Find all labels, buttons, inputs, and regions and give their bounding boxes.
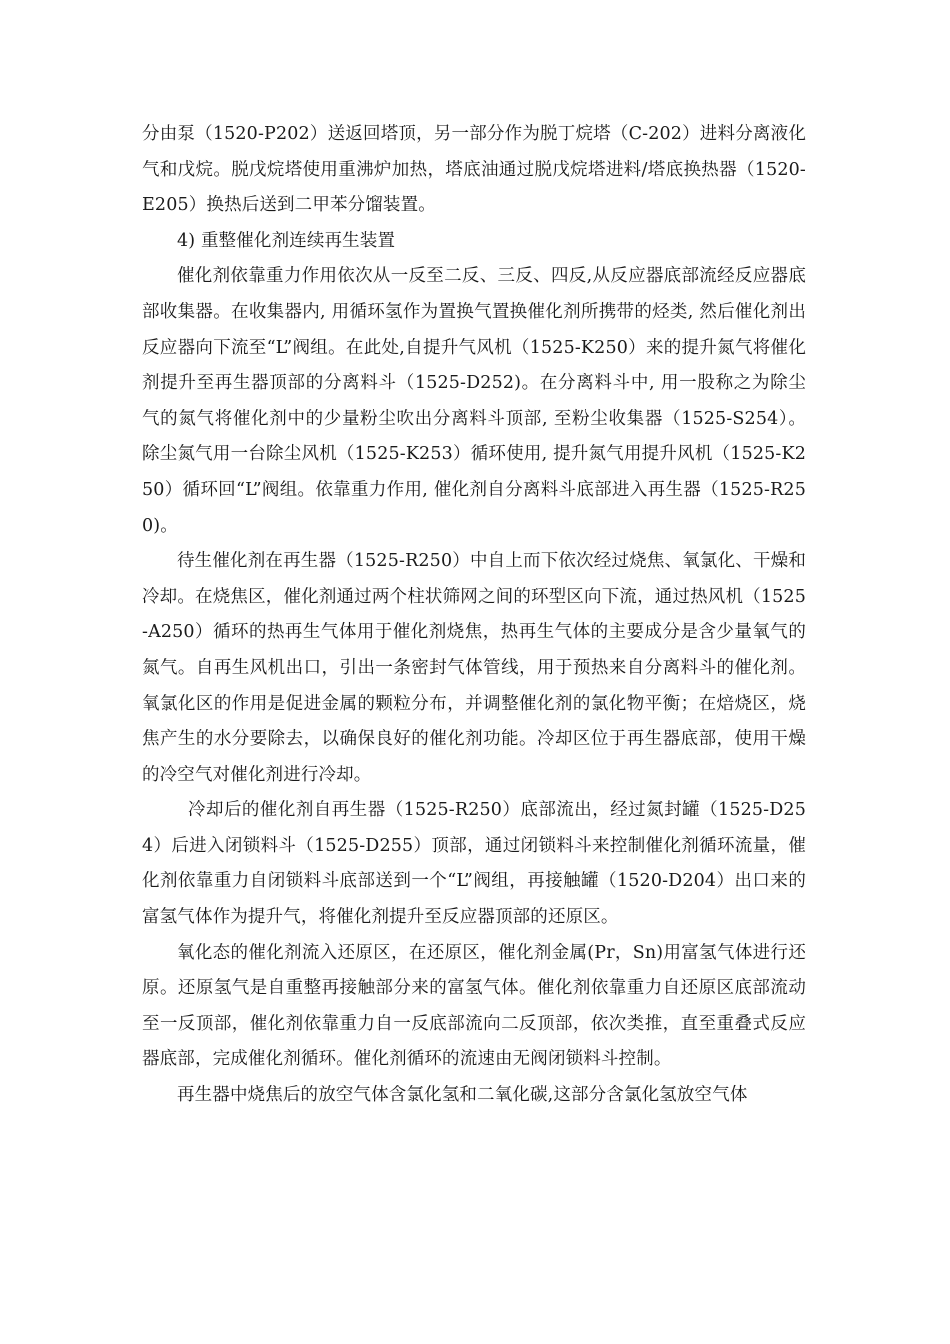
section-heading: 4) 重整催化剂连续再生装置 [177,230,396,251]
paragraph-cooling: 冷却后的催化剂自再生器（1525-R250）底部流出，经过氮封罐（1525-D254）后进入闭锁料斗（1525-D255）顶部，通过闭锁料斗来控制催化剂循环流量，催化剂依靠重力自闭锁料斗底部送到一个“L”阀组，再接触罐（1520-D204）出口来的富氢气体作为提升气，将催化剂提升至反应器顶部的还原区。 [142,800,806,928]
paragraph-reduction: 氧化态的催化剂流入还原区，在还原区，催化剂金属(Pr，Sn)用富氢气体进行还原。还原氢气是自重整再接触部分来的富氢气体。催化剂依靠重力自还原区底部流动至一反顶部，催化剂依靠重力自一反底部流向二反顶部，依次类推，直至重叠式反应器底部，完成催化剂循环。催化剂循环的流速由无阀闭锁料斗控制。 [142,942,806,1070]
paragraph-regeneration: 待生催化剂在再生器（1525-R250）中自上而下依次经过烧焦、氧氯化、干燥和冷却。在烧焦区，催化剂通过两个柱状筛网之间的环型区向下流，通过热风机（1525-A250）循环的热再生气体用于催化剂烧焦，热再生气体的主要成分是含少量氧气的氮气。自再生风机出口，引出一条密封气体管线，用于预热来自分离料斗的催化剂。氧氯化区的作用是促进金属的颗粒分布，并调整催化剂的氯化物平衡；在焙烧区，烧焦产生的水分要除去，以确保良好的催化剂功能。冷却区位于再生器底部，使用干燥的冷空气对催化剂进行冷却。 [142,551,806,785]
paragraph-continuation: 分由泵（1520-P202）送返回塔顶，另一部分作为脱丁烷塔（C-202）进料分离液化气和戊烷。脱戊烷塔使用重沸炉加热，塔底油通过脱戊烷塔进料/塔底换热器（1520-E205）换热后送到二甲苯分馏装置。 [142,124,806,216]
paragraph-vent-gas: 再生器中烧焦后的放空气体含氯化氢和二氧化碳,这部分含氯化氢放空气体 [177,1085,748,1106]
paragraph-catalyst-flow: 催化剂依靠重力作用依次从一反至二反、三反、四反,从反应器底部流经反应器底部收集器。在收集器内, 用循环氢作为置换气置换催化剂所携带的烃类, 然后催化剂出反应器向下流至“L”阀组。在此处,自提升气风机（1525-K250）来的提升氮气将催化剂提升至再生器顶部的分离料斗（1525-D252)。在分离料斗中, 用一股称之为除尘气的氮气将催化剂中的少量粉尘吹出分离料斗顶部, 至粉尘收集器（1525-S254）。除尘氮气用一台除尘风机（1525-K253）循环使用, 提升氮气用提升风机（1525-K250）循环回“L”阀组。依靠重力作用, 催化剂自分离料斗底部进入再生器（1525-R250)。 [142,266,806,536]
document-body [142,117,806,1114]
